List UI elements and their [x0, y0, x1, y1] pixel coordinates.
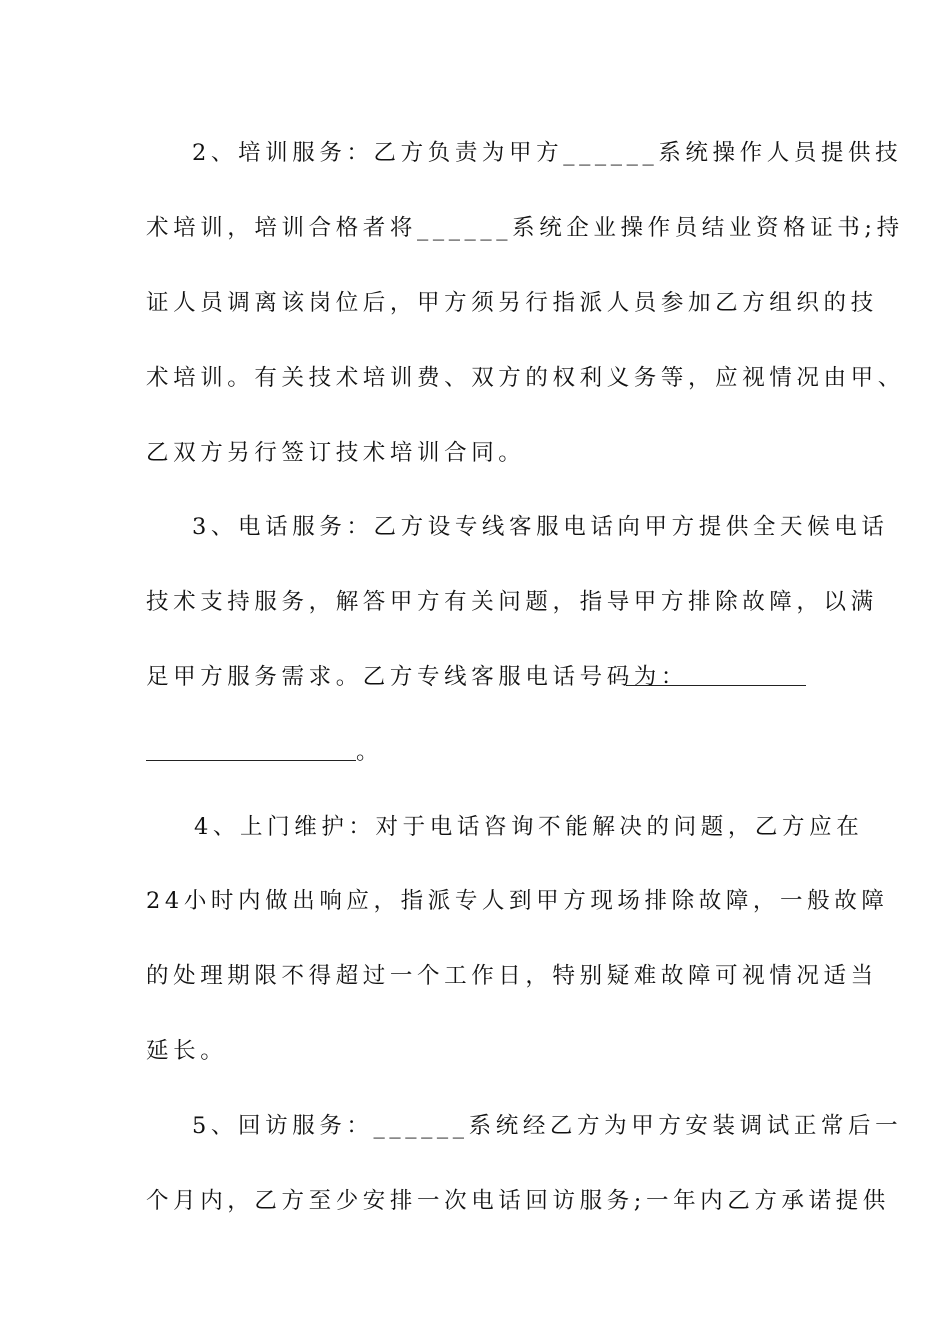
paragraph-2-line-1: 2、培训服务：乙方负责为甲方______系统操作人员提供技	[192, 140, 903, 166]
paragraph-3-line-3: 足甲方服务需求。乙方专线客服电话号码为：	[146, 664, 689, 690]
phone-number-blank-line-1	[626, 685, 806, 686]
paragraph-4-line-4: 延长。	[146, 1038, 228, 1064]
paragraph-2-line-5: 乙双方另行签订技术培训合同。	[146, 440, 526, 466]
paragraph-4-line-3: 的处理期限不得超过一个工作日，特别疑难故障可视情况适当	[146, 963, 878, 989]
paragraph-5-line-1: 5、回访服务：______系统经乙方为甲方安装调试正常后一	[192, 1113, 903, 1139]
paragraph-3-line-1: 3、电话服务：乙方设专线客服电话向甲方提供全天候电话	[192, 514, 889, 540]
paragraph-2-line-2: 术培训，培训合格者将______系统企业操作员结业资格证书;持	[146, 215, 904, 241]
paragraph-2-line-4: 术培训。有关技术培训费、双方的权利义务等，应视情况由甲、	[146, 365, 905, 391]
paragraph-3-line-2: 技术支持服务，解答甲方有关问题，指导甲方排除故障，以满	[146, 589, 878, 615]
paragraph-5-line-2: 个月内，乙方至少安排一次电话回访服务;一年内乙方承诺提供	[146, 1188, 890, 1214]
paragraph-4-line-1: 4、上门维护：对于电话咨询不能解决的问题，乙方应在	[194, 814, 864, 840]
paragraph-4-line-2: 24小时内做出响应，指派专人到甲方现场排除故障，一般故障	[146, 888, 889, 914]
paragraph-2-line-3: 证人员调离该岗位后，甲方须另行指派人员参加乙方组织的技	[146, 290, 878, 316]
paragraph-3-line-4-end: 。	[356, 739, 384, 765]
